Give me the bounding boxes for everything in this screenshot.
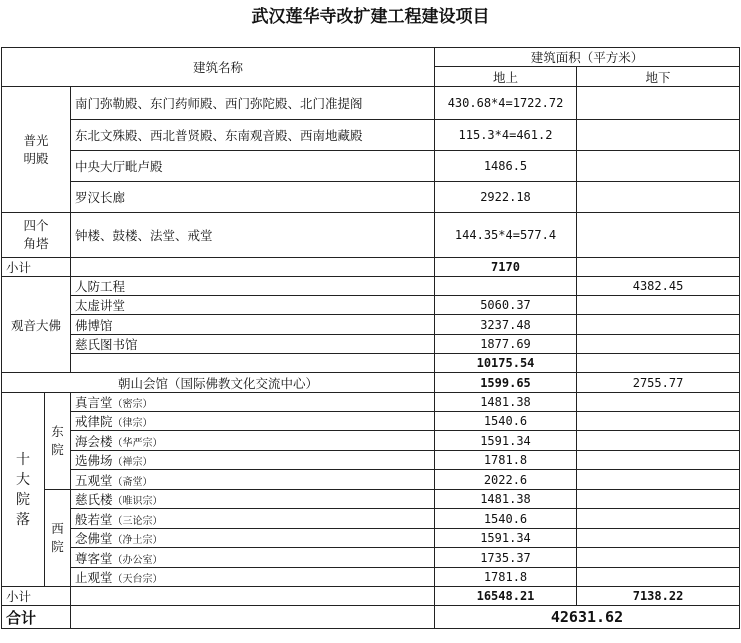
table-row-above: 1781.8 — [435, 451, 577, 470]
table-row-name: 海会楼（华严宗） — [71, 431, 435, 451]
table-row-above: 1591.34 — [435, 431, 577, 451]
chaoshan-below: 2755.77 — [577, 373, 740, 393]
header-below-ground: 地下 — [577, 67, 740, 87]
group-sijiao: 四个角塔 — [23, 218, 49, 251]
header-area: 建筑面积（平方米） — [435, 48, 740, 67]
table-row-below — [577, 151, 740, 182]
subtotal-below: 7138.22 — [577, 587, 740, 606]
table-row-above: 2922.18 — [435, 182, 577, 213]
table-row-above: 1781.8 — [435, 568, 577, 587]
chaoshan-name: 朝山会馆（国际佛教文化交流中心） — [2, 373, 435, 393]
header-building-name: 建筑名称 — [2, 48, 435, 87]
table-row-name: 选佛场（禅宗） — [71, 451, 435, 470]
table-row-name: 太虚讲堂 — [71, 296, 435, 315]
table-row-name: 慈氏楼（唯识宗） — [71, 490, 435, 509]
table-row-below — [577, 120, 740, 151]
table-row-above: 1540.6 — [435, 412, 577, 431]
table-row-name: 南门弥勒殿、东门药师殿、西门弥陀殿、北门准提阁 — [71, 87, 435, 120]
table-row-above: 2022.6 — [435, 470, 577, 490]
total-label: 合计 — [2, 606, 71, 629]
subtotal-label: 小计 — [2, 587, 71, 606]
chaoshan-above: 1599.65 — [435, 373, 577, 393]
table-row-above: 1877.69 — [435, 335, 577, 354]
table-row-name: 止观堂（天台宗） — [71, 568, 435, 587]
table-row-name: 念佛堂（净土宗） — [71, 529, 435, 548]
table-row-below — [577, 182, 740, 213]
subtotal-above: 16548.21 — [435, 587, 577, 606]
table-row-below — [577, 296, 740, 315]
table-row-above: 1591.34 — [435, 529, 577, 548]
table-row-below: 4382.45 — [577, 277, 740, 296]
west-court-label: 西院 — [51, 521, 64, 554]
group-shida: 十大院落 — [16, 451, 30, 528]
table-row-above: 5060.37 — [435, 296, 577, 315]
subtotal-label: 小计 — [2, 258, 71, 277]
table-row-name: 戒律院（律宗） — [71, 412, 435, 431]
group-guanyin: 观音大佛 — [2, 277, 71, 373]
table-row-above: 430.68*4=1722.72 — [435, 87, 577, 120]
document-title: 武汉莲华寺改扩建工程建设项目 — [251, 7, 490, 27]
table-row-name: 般若堂（三论宗） — [71, 509, 435, 529]
group-puguang: 普光明殿 — [23, 132, 49, 166]
table-row-above: 1481.38 — [435, 393, 577, 412]
table-row-below — [577, 87, 740, 120]
table-row-name: 罗汉长廊 — [71, 182, 435, 213]
total-value: 42631.62 — [435, 606, 740, 629]
table-row-below — [577, 315, 740, 335]
table-row-below — [577, 213, 740, 258]
table-row-name: 人防工程 — [71, 277, 435, 296]
table-row-name: 东北文殊殿、西北普贤殿、东南观音殿、西南地藏殿 — [71, 120, 435, 151]
east-court-label: 东院 — [51, 424, 64, 457]
construction-area-table — [1, 47, 740, 629]
table-row-name: 尊客堂（办公室） — [71, 548, 435, 568]
subtotal-above: 7170 — [435, 258, 577, 277]
guanyin-subtotal: 10175.54 — [435, 354, 577, 373]
table-row-below — [577, 335, 740, 354]
table-row-above: 1735.37 — [435, 548, 577, 568]
table-row-above: 1540.6 — [435, 509, 577, 529]
table-row-above — [435, 277, 577, 296]
header-above-ground: 地上 — [435, 67, 577, 87]
table-row-above: 115.3*4=461.2 — [435, 120, 577, 151]
table-row-name: 钟楼、鼓楼、法堂、戒堂 — [71, 213, 435, 258]
table-row-above: 1481.38 — [435, 490, 577, 509]
table-row-above: 144.35*4=577.4 — [435, 213, 577, 258]
table-row-name: 真言堂（密宗） — [71, 393, 435, 412]
table-row-name: 中央大厅毗卢殿 — [71, 151, 435, 182]
table-row-above: 3237.48 — [435, 315, 577, 335]
table-row-above: 1486.5 — [435, 151, 577, 182]
table-row-name: 慈氏图书馆 — [71, 335, 435, 354]
table-row-name: 五观堂（斋堂） — [71, 470, 435, 490]
table-row-name: 佛博馆 — [71, 315, 435, 335]
